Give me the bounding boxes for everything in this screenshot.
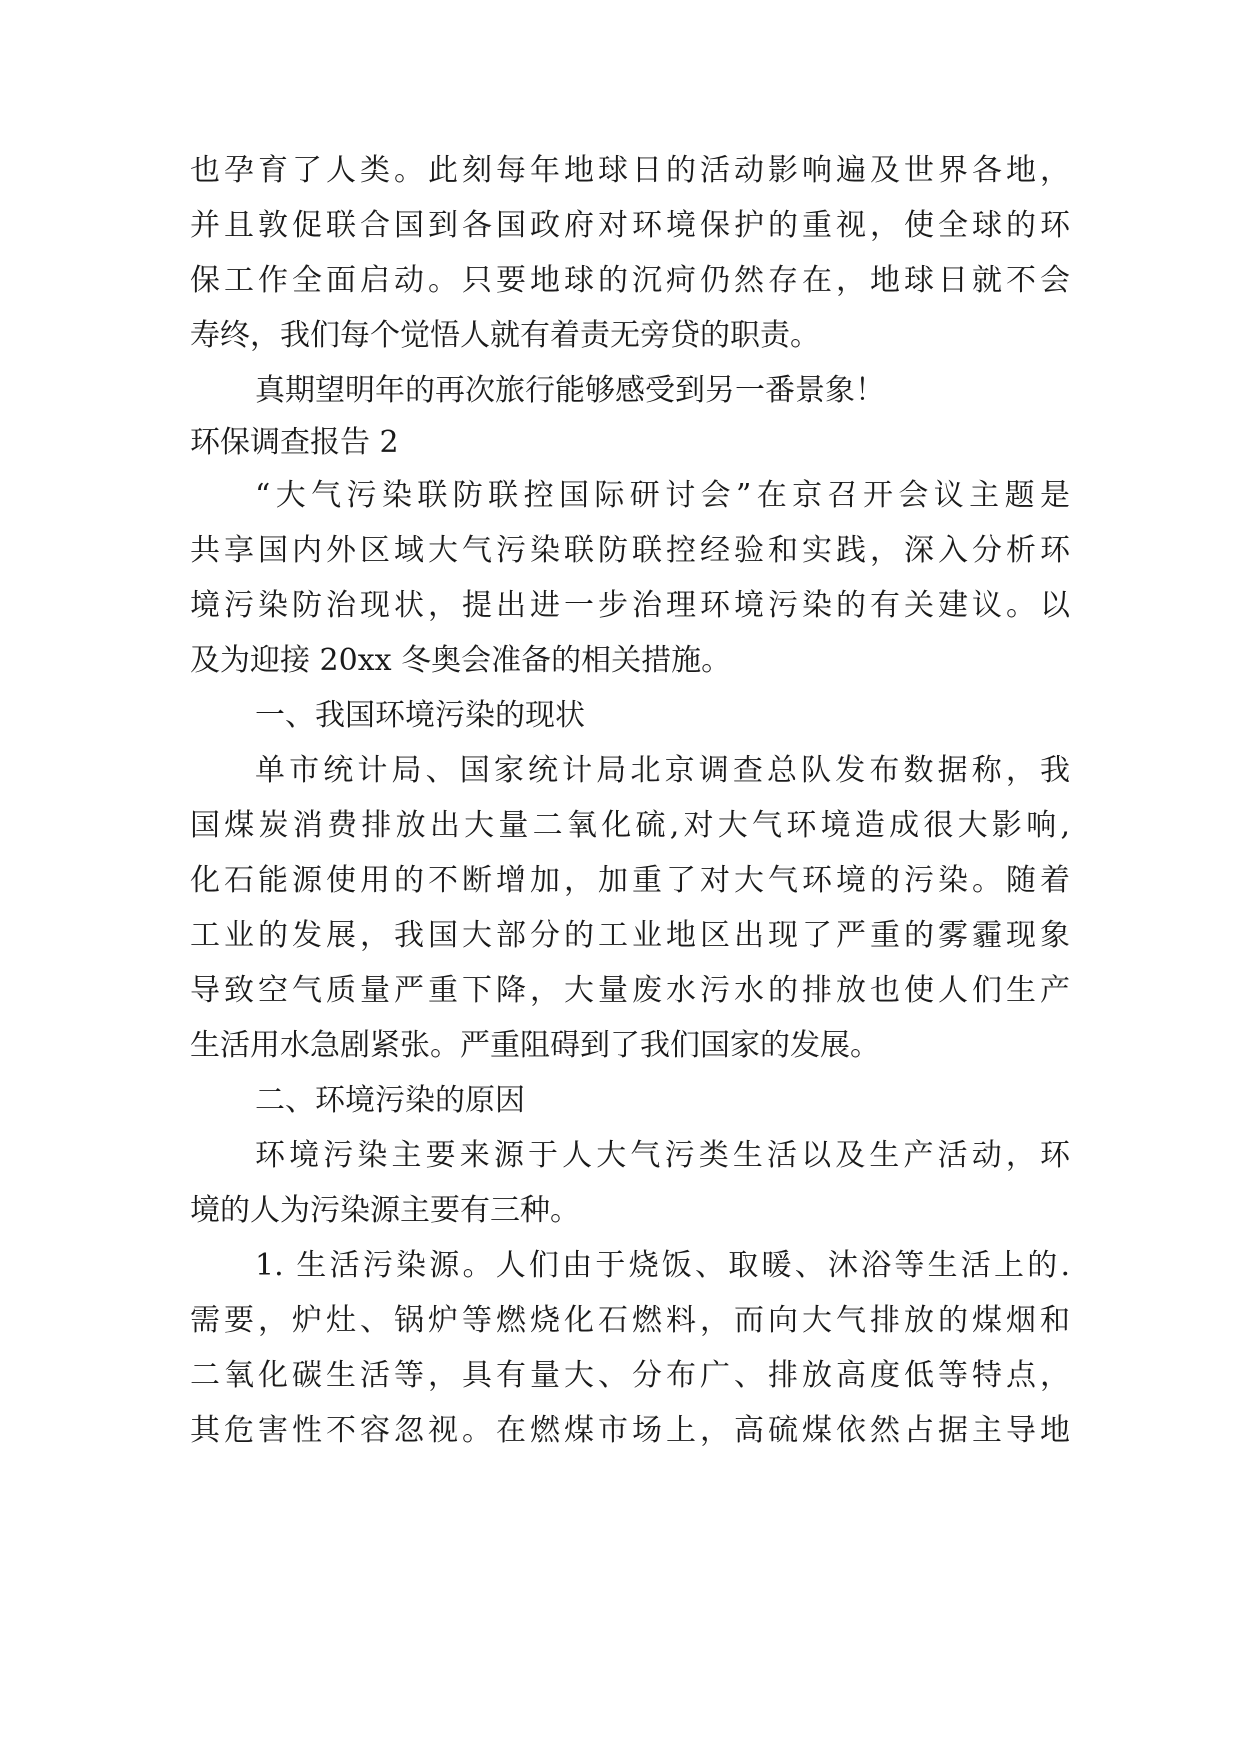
text-line: 国煤炭消费排放出大量二氧化硫,对大气环境造成很大影响, xyxy=(190,808,1070,843)
subsection-heading: 二、环境污染的原因 xyxy=(255,1083,525,1118)
text-line: 境的人为污染源主要有三种。 xyxy=(190,1193,580,1228)
text-line: 保工作全面启动。只要地球的沉疴仍然存在，地球日就不会 xyxy=(190,263,1070,298)
text-line: 单市统计局、国家统计局北京调查总队发布数据称，我 xyxy=(255,753,1070,788)
text-line: 1. 生活污染源。人们由于烧饭、取暖、沐浴等生活上的. xyxy=(255,1248,1070,1283)
text-line: 其危害性不容忽视。在燃煤市场上，高硫煤依然占据主导地 xyxy=(190,1413,1070,1448)
text-line: 环境污染主要来源于人大气污类生活以及生产活动，环 xyxy=(255,1138,1070,1173)
text-line: 生活用水急剧紧张。严重阻碍到了我们国家的发展。 xyxy=(190,1028,880,1063)
text-line: 寿终，我们每个觉悟人就有着责无旁贷的职责。 xyxy=(190,318,820,353)
text-line: 共享国内外区域大气污染联防联控经验和实践，深入分析环 xyxy=(190,533,1070,568)
section-heading: 环保调查报告 2 xyxy=(190,425,399,460)
text-line: 化石能源使用的不断增加，加重了对大气环境的污染。随着 xyxy=(190,863,1070,898)
text-line: 也孕育了人类。此刻每年地球日的活动影响遍及世界各地， xyxy=(190,153,1070,188)
text-line: 并且敦促联合国到各国政府对环境保护的重视，使全球的环 xyxy=(190,208,1070,243)
subsection-heading: 一、我国环境污染的现状 xyxy=(255,698,585,733)
text-line: 及为迎接 20xx 冬奥会准备的相关措施。 xyxy=(190,643,732,678)
text-line: 境污染防治现状，提出进一步治理环境污染的有关建议。以 xyxy=(190,588,1070,623)
text-line: “大气污染联防联控国际研讨会”在京召开会议主题是 xyxy=(255,478,1070,513)
text-line: 二氧化碳生活等，具有量大、分布广、排放高度低等特点， xyxy=(190,1358,1070,1393)
text-line: 真期望明年的再次旅行能够感受到另一番景象！ xyxy=(255,373,885,408)
text-line: 工业的发展，我国大部分的工业地区出现了严重的雾霾现象 xyxy=(190,918,1070,953)
text-line: 导致空气质量严重下降，大量废水污水的排放也使人们生产 xyxy=(190,973,1070,1008)
text-line: 需要，炉灶、锅炉等燃烧化石燃料，而向大气排放的煤烟和 xyxy=(190,1303,1070,1338)
